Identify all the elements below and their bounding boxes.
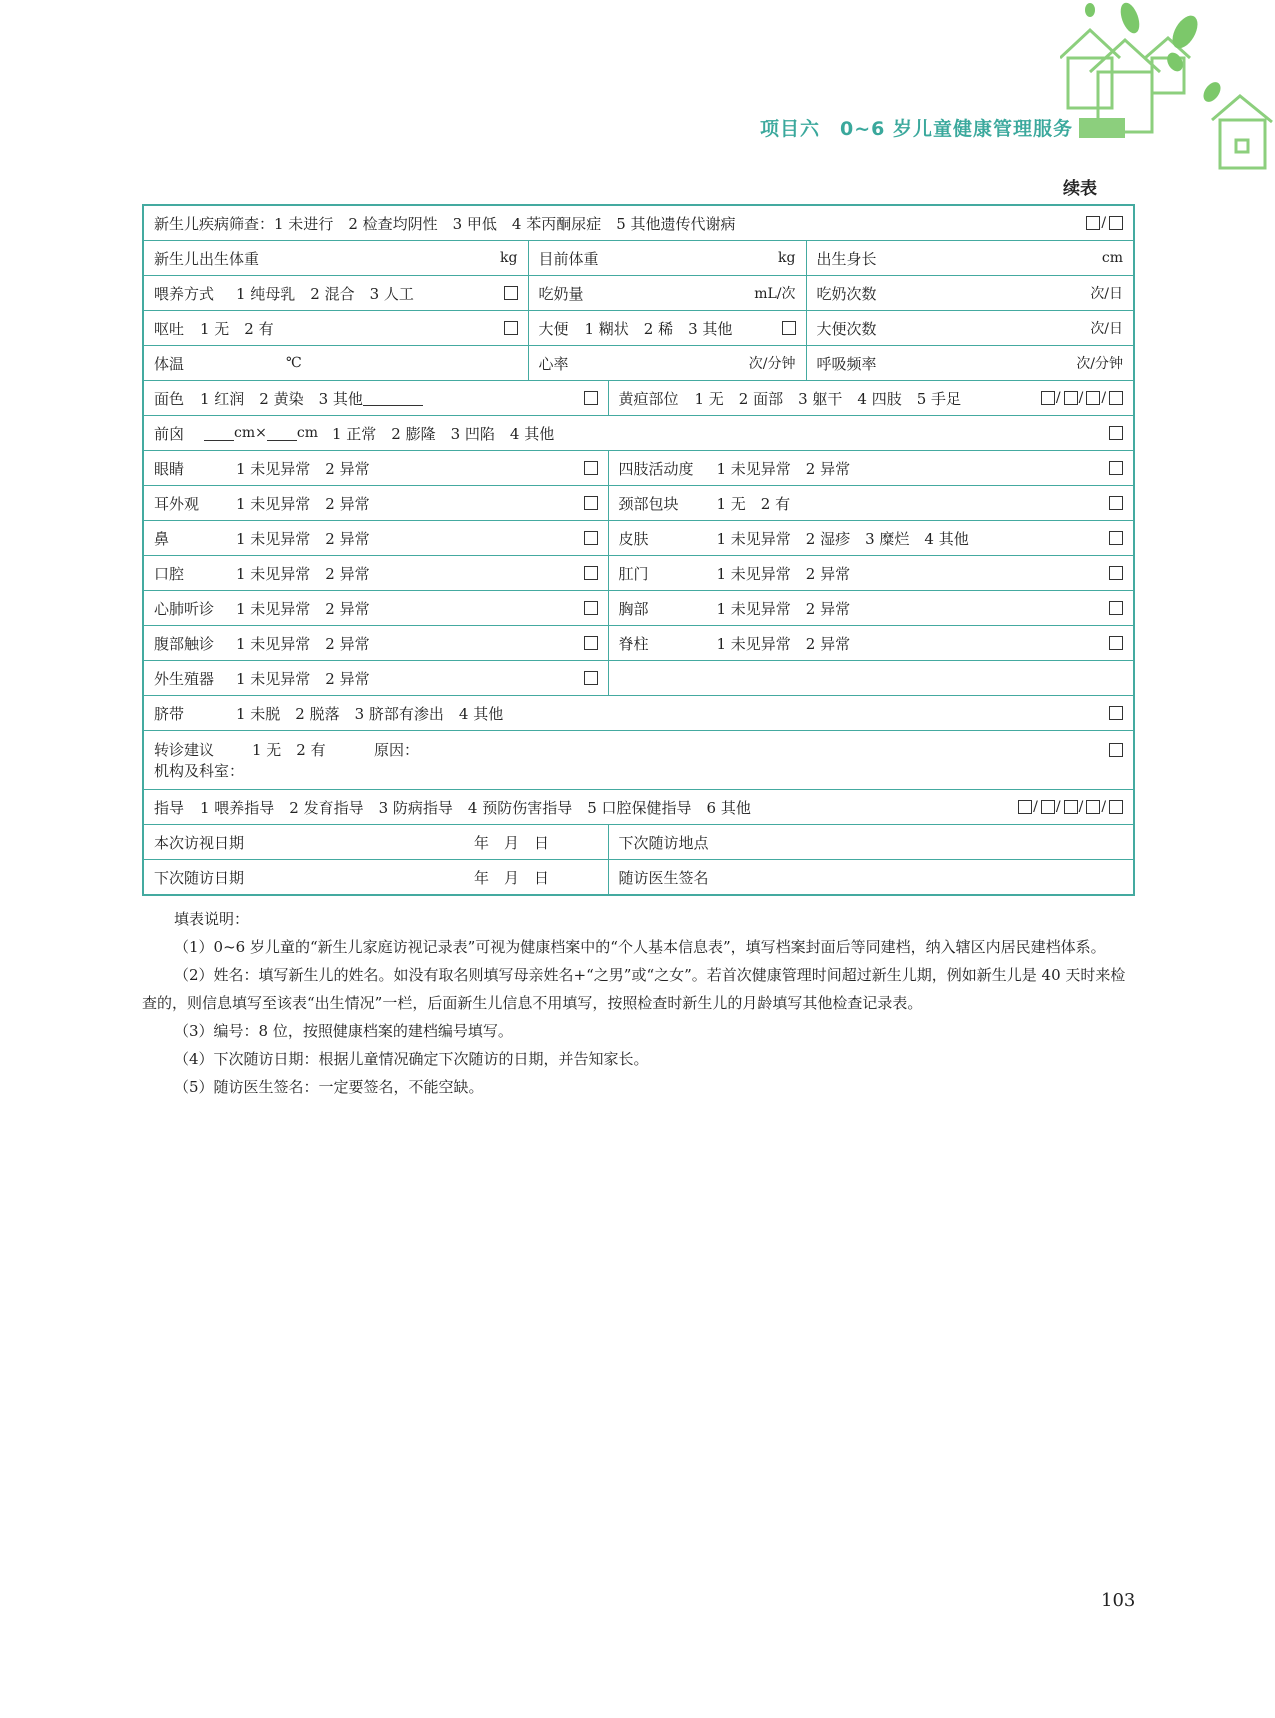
table-row: 指导 1 喂养指导 2 发育指导 3 防病指导 4 预防伤害指导 5 口腔保健指导 6 其他 / / / / — [143, 790, 1134, 825]
section-label: 项目六 — [760, 118, 821, 140]
temperature-field[interactable]: 体温 ℃ — [143, 346, 528, 381]
checkbox[interactable] — [1109, 636, 1123, 650]
table-row: 耳外观 1 未见异常 2 异常 颈部包块 1 无 2 有 — [143, 486, 1134, 521]
checkbox[interactable] — [1109, 461, 1123, 475]
checkbox[interactable] — [1109, 391, 1123, 405]
checkbox[interactable] — [1041, 800, 1055, 814]
birth-weight-field[interactable]: 新生儿出生体重 kg — [143, 241, 528, 276]
checkbox[interactable] — [1086, 391, 1100, 405]
table-row: 转诊建议 1 无 2 有 原因： 机构及科室： — [143, 731, 1134, 790]
blank-line[interactable] — [363, 391, 423, 406]
checkbox[interactable] — [1041, 391, 1055, 405]
house-leaf-decoration — [1060, 0, 1275, 175]
checkbox[interactable] — [1086, 800, 1100, 814]
form-instructions — [142, 905, 1133, 1101]
table-row — [143, 860, 1134, 896]
checkbox[interactable] — [782, 321, 796, 335]
checkbox[interactable] — [1109, 800, 1123, 814]
checkbox[interactable] — [584, 636, 598, 650]
checkbox[interactable] — [1109, 426, 1123, 440]
checkbox[interactable] — [1109, 743, 1123, 757]
table-row — [143, 346, 1134, 381]
checkbox[interactable] — [1109, 531, 1123, 545]
stool-times-field[interactable]: 大便次数 次/日 — [806, 311, 1134, 346]
checkbox[interactable] — [1018, 800, 1032, 814]
checkbox[interactable] — [1109, 566, 1123, 580]
checkbox[interactable] — [584, 601, 598, 615]
doctor-sign-field[interactable]: 随访医生签名 — [608, 860, 1134, 896]
table-row: 前囟 cm× cm 1 正常 2 膨隆 3 凹陷 4 其他 — [143, 416, 1134, 451]
note-item: （3）编号：8 位，按照健康档案的建档编号填写。 — [174, 1022, 513, 1040]
checkbox[interactable] — [584, 461, 598, 475]
continued-label: 续表 — [1063, 179, 1097, 199]
note-item: （5）随访医生签名：一定要签名，不能空缺。 — [174, 1078, 484, 1096]
checkbox[interactable] — [1109, 496, 1123, 510]
heart-rate-field[interactable]: 心率 次/分钟 — [528, 346, 806, 381]
table-row: 新生儿疾病筛查：1 未进行 2 检查均阴性 3 甲低 4 苯丙酮尿症 5 其他遗传代谢病 / — [143, 205, 1134, 241]
checkbox[interactable] — [1064, 800, 1078, 814]
page-header-title — [760, 114, 1073, 141]
table-row: 面色 1 红润 2 黄染 3 其他 黄疸部位 1 无 2 面部 3 躯干 4 四肢 5 手足 / / / — [143, 381, 1134, 416]
table-row — [143, 241, 1134, 276]
resp-rate-field[interactable]: 呼吸频率 次/分钟 — [806, 346, 1134, 381]
checkbox[interactable] — [584, 391, 598, 405]
table-row: 呕吐 1 无 2 有 大便 1 糊状 2 稀 3 其他 大便次数 次/日 — [143, 311, 1134, 346]
current-weight-field[interactable]: 目前体重 kg — [528, 241, 806, 276]
table-row: 口腔 1 未见异常 2 异常 肛门 1 未见异常 2 异常 — [143, 556, 1134, 591]
checkbox[interactable] — [584, 671, 598, 685]
checkbox[interactable] — [1109, 706, 1123, 720]
birth-length-field[interactable]: 出生身长 cm — [806, 241, 1134, 276]
table-row: 喂养方式 1 纯母乳 2 混合 3 人工 吃奶量 mL/次 吃奶次数 次/日 — [143, 276, 1134, 311]
checkbox[interactable] — [584, 566, 598, 580]
empty-cell — [608, 661, 1134, 696]
milk-times-field[interactable]: 吃奶次数 次/日 — [806, 276, 1134, 311]
checkbox[interactable] — [1064, 391, 1078, 405]
referral-reason-field[interactable]: 原因： — [374, 741, 420, 759]
note-item: （4）下次随访日期：根据儿童情况确定下次随访的日期，并告知家长。 — [174, 1050, 649, 1068]
note-item: （1）0~6 岁儿童的“新生儿家庭访视记录表”可视为健康档案中的“个人基本信息表”，填写档案封面后等同建档，纳入辖区内居民建档体系。 — [174, 938, 1106, 956]
newborn-visit-form — [142, 204, 1135, 896]
table-row: 脐带 1 未脱 2 脱落 3 脐部有渗出 4 其他 — [143, 696, 1134, 731]
table-row: 外生殖器 1 未见异常 2 异常 — [143, 661, 1134, 696]
checkbox[interactable] — [584, 531, 598, 545]
screening-label: 新生儿疾病筛查：1 未进行 2 检查均阴性 3 甲低 4 苯丙酮尿症 5 其他遗传代谢病 — [154, 214, 736, 233]
notes-title: 填表说明： — [174, 910, 250, 928]
blank-line[interactable] — [267, 426, 297, 441]
checkbox[interactable] — [1109, 601, 1123, 615]
referral-dept-field[interactable]: 机构及科室： — [154, 762, 245, 780]
visit-date-field[interactable]: 本次访视日期 年 月 日 — [143, 825, 608, 860]
table-row: 心肺听诊 1 未见异常 2 异常 胸部 1 未见异常 2 异常 — [143, 591, 1134, 626]
chapter-title: 0~6 岁儿童健康管理服务 — [840, 118, 1073, 140]
checkbox[interactable] — [504, 321, 518, 335]
page-number: 103 — [1101, 1590, 1136, 1611]
note-item: （2）姓名：填写新生儿的姓名。如没有取名则填写母亲姓名+“之男”或“之女”。若首次健康管理时间超过新生儿期，例如新生儿是 40 天时来检查的，则信息填写至该表“出生情况”一栏，后面新生儿信息不用填写，按照检查时新生儿的月龄填写其他检查记录表。 — [142, 966, 1126, 1012]
blank-line[interactable] — [204, 426, 234, 441]
next-date-field[interactable]: 下次随访日期 年 月 日 — [143, 860, 608, 896]
header-accent-bar — [1079, 118, 1125, 138]
table-row — [143, 825, 1134, 860]
checkbox[interactable] — [504, 286, 518, 300]
checkbox[interactable] — [584, 496, 598, 510]
table-row: 腹部触诊 1 未见异常 2 异常 脊柱 1 未见异常 2 异常 — [143, 626, 1134, 661]
checkbox[interactable] — [1109, 216, 1123, 230]
table-row: 鼻 1 未见异常 2 异常 皮肤 1 未见异常 2 湿疹 3 糜烂 4 其他 — [143, 521, 1134, 556]
table-row: 眼睛 1 未见异常 2 异常 四肢活动度 1 未见异常 2 异常 — [143, 451, 1134, 486]
next-place-field[interactable]: 下次随访地点 — [608, 825, 1134, 860]
checkbox[interactable] — [1086, 216, 1100, 230]
milk-amount-field[interactable]: 吃奶量 mL/次 — [528, 276, 806, 311]
